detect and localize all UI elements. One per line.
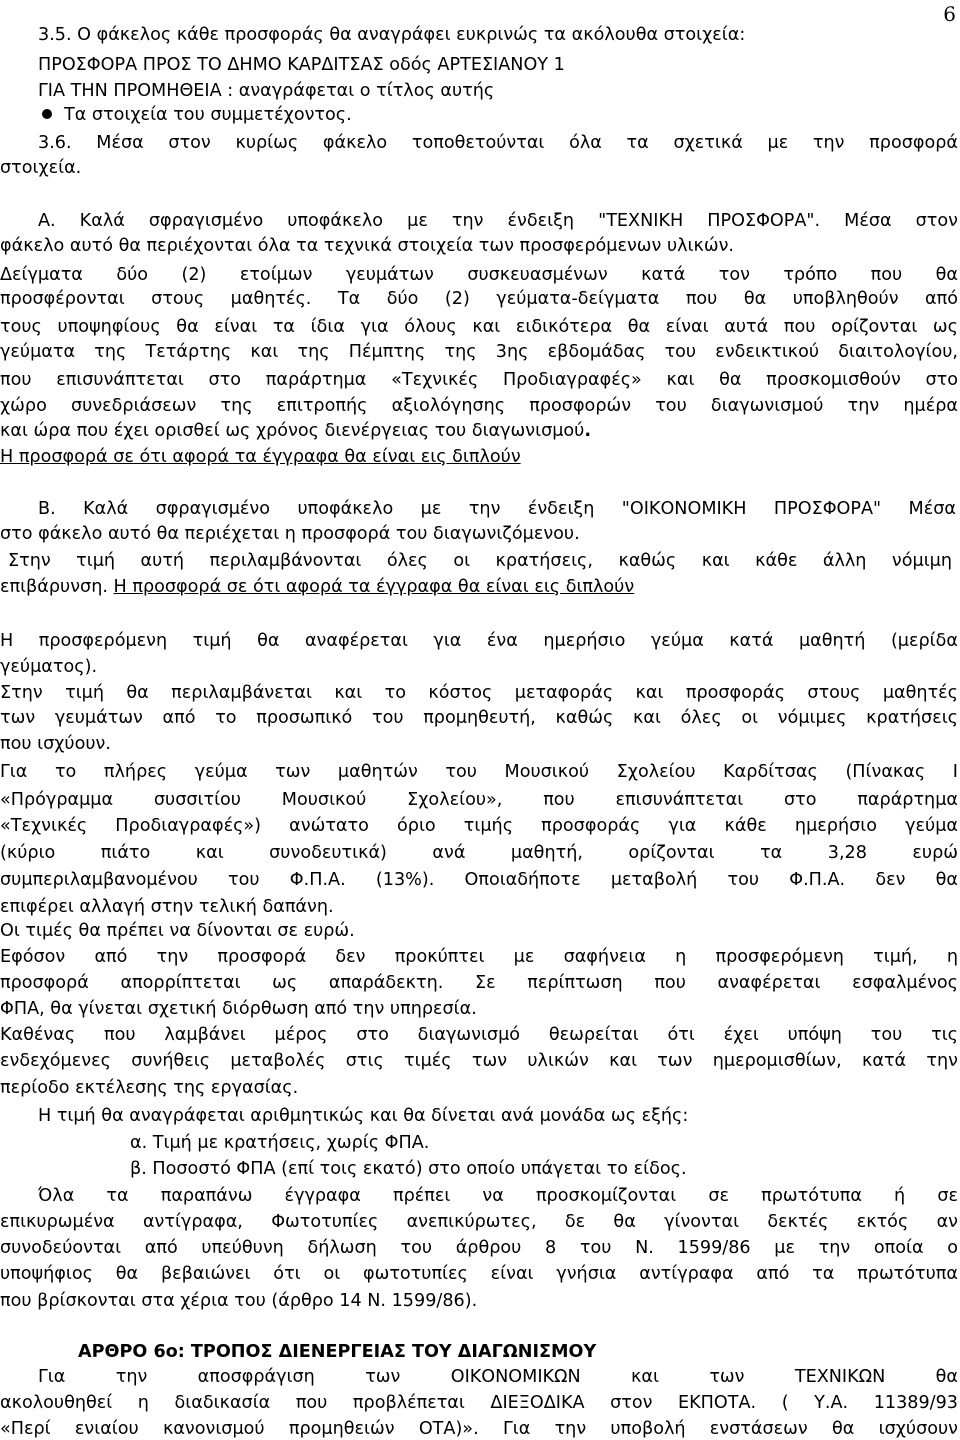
- text-line: 3.6. Μέσα στον κυρίως φάκελο τοποθετούνται όλα τα σχετικά με την προσφορά: [38, 133, 958, 153]
- bullet-text: Τα στοιχεία του συμμετέχοντος.: [64, 105, 352, 125]
- text-line: στοιχεία.: [0, 158, 82, 178]
- text-line: προσφορά απορρίπτεται ως απαράδεκτη. Σε περίπτωση που αναφέρεται εσφαλμένος: [0, 973, 958, 993]
- text-line: [0, 498, 958, 520]
- text-line: που βρίσκονται στα χέρια του (άρθρο 14 Ν. 1599/86).: [0, 1291, 478, 1311]
- text-line: γεύματος).: [0, 657, 98, 677]
- text-line: Καθένας που λαμβάνει μέρος στο διαγωνισμό θεωρείται ότι έχει υπόψη του τις: [0, 1025, 958, 1045]
- section-heading: ΑΡΘΡΟ 6ο: ΤΡΟΠΟΣ ΔΙΕΝΕΡΓΕΙΑΣ ΤΟΥ ΔΙΑΓΩΝΙΣΜΟΥ: [78, 1342, 597, 1362]
- text-line: [0, 550, 958, 572]
- page-number: 6: [943, 2, 956, 26]
- text-run: Β. Καλά σφραγισμένο υποφάκελο με την ένδειξη "ΟΙΚΟΝΟΜΙΚΗ ΠΡΟΣΦΟΡΑ" Μέσα: [38, 499, 956, 519]
- bullet-icon: [42, 109, 52, 119]
- text-line: συμπεριλαμβανομένου του Φ.Π.Α. (13%). Οποιαδήποτε μεταβολή του Φ.Π.Α. δεν θα: [0, 870, 958, 890]
- text-line: ενδεχόμενες συνήθεις μεταβολές στις τιμές των υλικών και των ημερομισθίων, κατά την: [0, 1051, 958, 1071]
- text-run: επιβάρυνση.: [0, 577, 114, 597]
- text-line: των γευμάτων από το προσωπικό του προμηθευτή, καθώς και όλες οι νόμιμες κρατήσεις: [0, 708, 958, 728]
- text-line: Εφόσον από την προσφορά δεν προκύπτει με σαφήνεια η προσφερόμενη τιμή, η: [0, 947, 958, 967]
- text-line: επικυρωμένα αντίγραφα, Φωτοτυπίες ανεπικύρωτες, δε θα γίνονται δεκτές εκτός αν: [0, 1212, 958, 1232]
- text-line: Για το πλήρες γεύμα των μαθητών του Μουσικού Σχολείου Καρδίτσας (Πίνακας Ι: [0, 762, 958, 782]
- text-line: χώρο συνεδριάσεων της επιτροπής αξιολόγησης προσφορών του διαγωνισμού την ημέρα: [0, 396, 958, 416]
- text-line: περίοδο εκτέλεσης της εργασίας.: [0, 1078, 299, 1098]
- text-line: 3.5. Ο φάκελος κάθε προσφοράς θα αναγράφει ευκρινώς τα ακόλουθα στοιχεία:: [38, 25, 746, 45]
- underlined-note: Η προσφορά σε ότι αφορά τα έγγραφα θα είναι εις διπλούν: [113, 577, 635, 597]
- text-line: τους υποψηφίους θα είναι τα ίδια για όλους και ειδικότερα θα είναι αυτά που ορίζονται ως: [0, 317, 958, 337]
- text-line: που ισχύουν.: [0, 734, 111, 754]
- text-line: γεύματα της Τετάρτης και της Πέμπτης της 3ης εβδομάδας του ενδεικτικού διαιτολογίου,: [0, 342, 958, 362]
- text-line: συνοδεύονται από υπεύθυνη δήλωση του άρθρου 8 του Ν. 1599/86 με την οποία ο: [0, 1238, 958, 1258]
- text-line: Α. Καλά σφραγισμένο υποφάκελο με την ένδειξη "ΤΕΧΝΙΚΗ ΠΡΟΣΦΟΡΑ". Μέσα στον: [38, 211, 958, 231]
- text-line: Στην τιμή θα περιλαμβάνεται και το κόστος μεταφοράς και προσφοράς στους μαθητές: [0, 683, 958, 703]
- text-run: .: [584, 421, 592, 441]
- text-line: Για την αποσφράγιση των ΟΙΚΟΝΟΜΙΚΩΝ και των ΤΕΧΝΙΚΩΝ θα: [38, 1367, 958, 1387]
- text-line: προσφέρονται στους μαθητές. Τα δύο (2) γεύματα-δείγματα που θα υποβληθούν από: [0, 289, 958, 309]
- text-run: και ώρα που έχει ορισθεί ως χρόνος διενέργειας του διαγωνισμού: [0, 421, 585, 441]
- text-line: ΠΡΟΣΦΟΡΑ ΠΡΟΣ ΤΟ ΔΗΜΟ ΚΑΡΔΙΤΣΑΣ οδός ΑΡΤΕΣΙΑΝΟΥ 1: [38, 55, 565, 75]
- underlined-note: Η προσφορά σε ότι αφορά τα έγγραφα θα είναι εις διπλούν: [0, 447, 521, 467]
- text-line: [0, 576, 958, 598]
- text-line: Όλα τα παραπάνω έγγραφα πρέπει να προσκομίζονται σε πρωτότυπα ή σε: [38, 1186, 958, 1206]
- text-line: ΓΙΑ ΤΗΝ ΠΡΟΜΗΘΕΙΑ : αναγράφεται ο τίτλος αυτής: [38, 81, 495, 101]
- text-line: (κύριο πιάτο και συνοδευτικά) ανά μαθητή, ορίζονται τα 3,28 ευρώ: [0, 843, 958, 863]
- text-line: «Περί ενιαίου κανονισμού προμηθειών ΟΤΑ)». Για την υποβολή ενστάσεων θα ισχύσουν: [0, 1419, 958, 1439]
- text-line: «Πρόγραμμα συσσιτίου Μουσικού Σχολείου», που επισυνάπτεται στο παράρτημα: [0, 790, 958, 810]
- text-line: ΦΠΑ, θα γίνεται σχετική διόρθωση από την υπηρεσία.: [0, 999, 477, 1019]
- text-line: υποψήφιος θα βεβαιώνει ότι οι φωτοτυπίες είναι γνήσια αντίγραφα από τα πρωτότυπα: [0, 1264, 958, 1284]
- text-line: β. Ποσοστό ΦΠΑ (επί τοις εκατό) στο οποίο υπάγεται το είδος.: [130, 1159, 687, 1179]
- text-line: ακολουθηθεί η διαδικασία που προβλέπεται ΔΙΕΞΟΔΙΚΑ στον ΕΚΠΟΤΑ. ( Υ.Α. 11389/93: [0, 1393, 958, 1413]
- text-line: α. Τιμή με κρατήσεις, χωρίς ΦΠΑ.: [130, 1133, 430, 1153]
- text-line: Δείγματα δύο (2) ετοίμων γευμάτων συσκευασμένων κατά τον τρόπο που θα: [0, 265, 958, 285]
- text-line: Οι τιμές θα πρέπει να δίνονται σε ευρώ.: [0, 921, 355, 941]
- text-line: «Τεχνικές Προδιαγραφές») ανώτατο όριο τιμής προσφοράς για κάθε ημερήσιο γεύμα: [0, 816, 958, 836]
- text-line: επιφέρει αλλαγή στην τελική δαπάνη.: [0, 897, 334, 917]
- text-run: Στην τιμή αυτή περιλαμβάνονται όλες οι κρατήσεις, καθώς και κάθε άλλη νόμιμη: [8, 551, 952, 571]
- text-line: που επισυνάπτεται στο παράρτημα «Τεχνικές Προδιαγραφές» και θα προσκομισθούν στο: [0, 370, 958, 390]
- text-line: [0, 420, 958, 442]
- text-line: Η τιμή θα αναγράφεται αριθμητικώς και θα δίνεται ανά μονάδα ως εξής:: [38, 1106, 689, 1126]
- text-line: στο φάκελο αυτό θα περιέχεται η προσφορά του διαγωνιζόμενου.: [0, 524, 580, 544]
- text-line: φάκελο αυτό θα περιέχονται όλα τα τεχνικά στοιχεία των προσφερόμενων υλικών.: [0, 236, 735, 256]
- text-line: Η προσφερόμενη τιμή θα αναφέρεται για ένα ημερήσιο γεύμα κατά μαθητή (μερίδα: [0, 631, 958, 651]
- bullet-item: [38, 104, 898, 126]
